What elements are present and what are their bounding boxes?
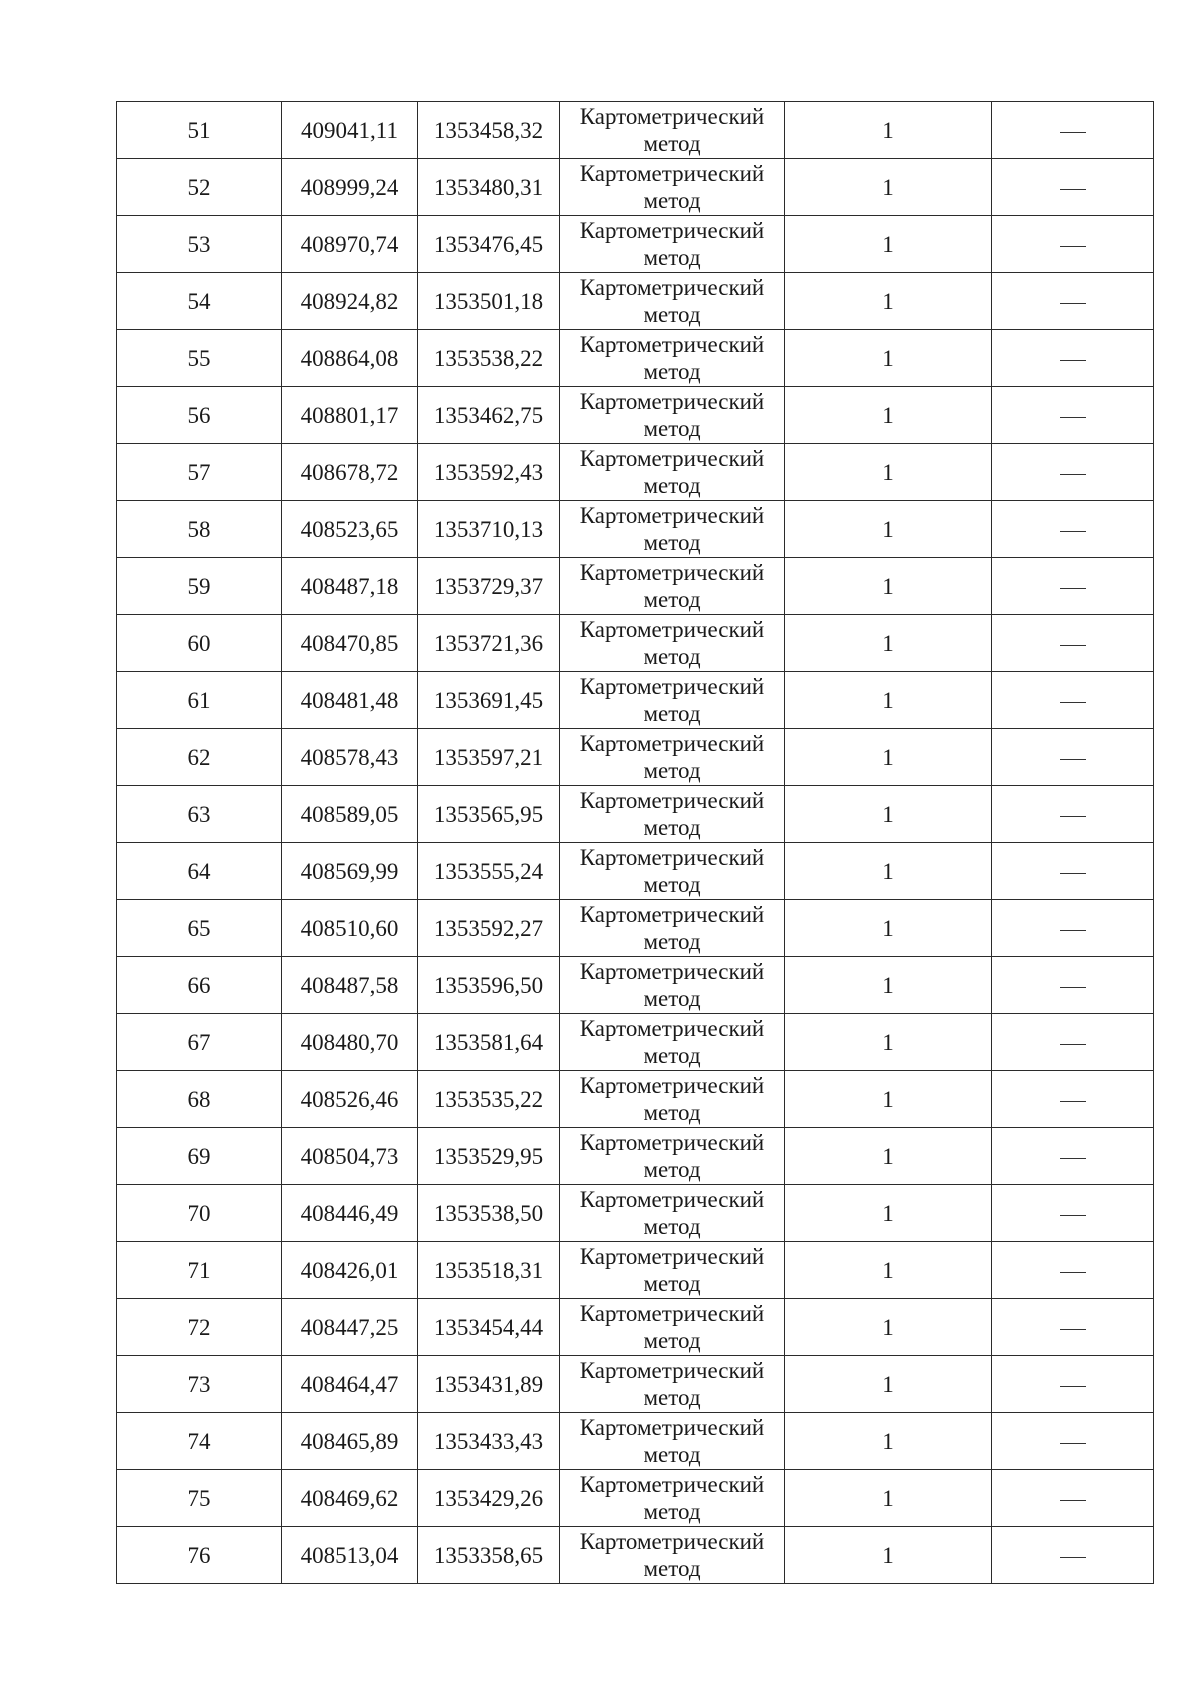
accuracy-cell: 1 bbox=[785, 159, 992, 216]
method-line-2: метод bbox=[643, 587, 701, 612]
method-cell bbox=[560, 558, 785, 615]
x-coordinate-cell: 408446,49 bbox=[282, 1185, 418, 1242]
x-coordinate-cell: 408678,72 bbox=[282, 444, 418, 501]
method-cell bbox=[560, 1128, 785, 1185]
table-row bbox=[117, 786, 1154, 843]
note-cell bbox=[992, 1299, 1154, 1356]
accuracy-cell: 1 bbox=[785, 1527, 992, 1584]
x-coordinate-cell: 409041,11 bbox=[282, 102, 418, 159]
method-cell bbox=[560, 672, 785, 729]
method-line-1: Картометрический bbox=[579, 1073, 765, 1098]
y-coordinate-cell: 1353454,44 bbox=[418, 1299, 560, 1356]
table-row bbox=[117, 216, 1154, 273]
table-row bbox=[117, 1242, 1154, 1299]
y-coordinate-cell: 1353555,24 bbox=[418, 843, 560, 900]
table-row bbox=[117, 1014, 1154, 1071]
method-line-1: Картометрический bbox=[579, 788, 765, 813]
note-cell bbox=[992, 558, 1154, 615]
method-line-1: Картометрический bbox=[579, 959, 765, 984]
dash-mark bbox=[1060, 1443, 1086, 1444]
y-coordinate-cell: 1353501,18 bbox=[418, 273, 560, 330]
note-cell bbox=[992, 273, 1154, 330]
x-coordinate-cell: 408480,70 bbox=[282, 1014, 418, 1071]
x-coordinate-cell: 408589,05 bbox=[282, 786, 418, 843]
method-line-2: метод bbox=[643, 1385, 701, 1410]
method-line-1: Картометрический bbox=[579, 731, 765, 756]
y-coordinate-cell: 1353431,89 bbox=[418, 1356, 560, 1413]
point-number-cell: 65 bbox=[117, 900, 282, 957]
x-coordinate-cell: 408426,01 bbox=[282, 1242, 418, 1299]
note-cell bbox=[992, 501, 1154, 558]
method-line-2: метод bbox=[643, 701, 701, 726]
point-number-cell: 61 bbox=[117, 672, 282, 729]
method-line-1: Картометрический bbox=[579, 1301, 765, 1326]
accuracy-cell: 1 bbox=[785, 1071, 992, 1128]
x-coordinate-cell: 408481,48 bbox=[282, 672, 418, 729]
method-line-2: метод bbox=[643, 1328, 701, 1353]
note-cell bbox=[992, 1356, 1154, 1413]
note-cell bbox=[992, 786, 1154, 843]
accuracy-cell: 1 bbox=[785, 444, 992, 501]
method-cell bbox=[560, 330, 785, 387]
method-line-1: Картометрический bbox=[579, 275, 765, 300]
y-coordinate-cell: 1353538,22 bbox=[418, 330, 560, 387]
x-coordinate-cell: 408526,46 bbox=[282, 1071, 418, 1128]
y-coordinate-cell: 1353538,50 bbox=[418, 1185, 560, 1242]
dash-mark bbox=[1060, 1158, 1086, 1159]
method-line-2: метод bbox=[643, 416, 701, 441]
table-row bbox=[117, 843, 1154, 900]
table-row bbox=[117, 1356, 1154, 1413]
x-coordinate-cell: 408487,58 bbox=[282, 957, 418, 1014]
method-line-1: Картометрический bbox=[579, 218, 765, 243]
x-coordinate-cell: 408578,43 bbox=[282, 729, 418, 786]
dash-mark bbox=[1060, 759, 1086, 760]
y-coordinate-cell: 1353529,95 bbox=[418, 1128, 560, 1185]
table-row bbox=[117, 330, 1154, 387]
note-cell bbox=[992, 957, 1154, 1014]
accuracy-cell: 1 bbox=[785, 1014, 992, 1071]
method-cell bbox=[560, 729, 785, 786]
y-coordinate-cell: 1353458,32 bbox=[418, 102, 560, 159]
x-coordinate-cell: 408470,85 bbox=[282, 615, 418, 672]
table-row bbox=[117, 444, 1154, 501]
note-cell bbox=[992, 102, 1154, 159]
y-coordinate-cell: 1353592,43 bbox=[418, 444, 560, 501]
method-line-2: метод bbox=[643, 872, 701, 897]
method-line-1: Картометрический bbox=[579, 617, 765, 642]
table-row bbox=[117, 957, 1154, 1014]
point-number-cell: 73 bbox=[117, 1356, 282, 1413]
method-line-2: метод bbox=[643, 245, 701, 270]
y-coordinate-cell: 1353596,50 bbox=[418, 957, 560, 1014]
point-number-cell: 56 bbox=[117, 387, 282, 444]
note-cell bbox=[992, 1242, 1154, 1299]
method-line-2: метод bbox=[643, 815, 701, 840]
point-number-cell: 64 bbox=[117, 843, 282, 900]
point-number-cell: 63 bbox=[117, 786, 282, 843]
point-number-cell: 66 bbox=[117, 957, 282, 1014]
accuracy-cell: 1 bbox=[785, 1413, 992, 1470]
method-line-1: Картометрический bbox=[579, 503, 765, 528]
method-cell bbox=[560, 159, 785, 216]
method-line-1: Картометрический bbox=[579, 560, 765, 585]
method-line-2: метод bbox=[643, 530, 701, 555]
method-line-2: метод bbox=[643, 644, 701, 669]
dash-mark bbox=[1060, 1500, 1086, 1501]
point-number-cell: 54 bbox=[117, 273, 282, 330]
note-cell bbox=[992, 1413, 1154, 1470]
method-cell bbox=[560, 1299, 785, 1356]
x-coordinate-cell: 408464,47 bbox=[282, 1356, 418, 1413]
method-cell bbox=[560, 273, 785, 330]
x-coordinate-cell: 408447,25 bbox=[282, 1299, 418, 1356]
dash-mark bbox=[1060, 531, 1086, 532]
y-coordinate-cell: 1353691,45 bbox=[418, 672, 560, 729]
dash-mark bbox=[1060, 816, 1086, 817]
y-coordinate-cell: 1353476,45 bbox=[418, 216, 560, 273]
method-line-1: Картометрический bbox=[579, 332, 765, 357]
method-line-2: метод bbox=[643, 1043, 701, 1068]
x-coordinate-cell: 408523,65 bbox=[282, 501, 418, 558]
y-coordinate-cell: 1353429,26 bbox=[418, 1470, 560, 1527]
x-coordinate-cell: 408970,74 bbox=[282, 216, 418, 273]
method-cell bbox=[560, 387, 785, 444]
accuracy-cell: 1 bbox=[785, 273, 992, 330]
table-row bbox=[117, 615, 1154, 672]
accuracy-cell: 1 bbox=[785, 615, 992, 672]
method-cell bbox=[560, 1470, 785, 1527]
x-coordinate-cell: 408504,73 bbox=[282, 1128, 418, 1185]
method-line-2: метод bbox=[643, 986, 701, 1011]
y-coordinate-cell: 1353710,13 bbox=[418, 501, 560, 558]
y-coordinate-cell: 1353729,37 bbox=[418, 558, 560, 615]
method-cell bbox=[560, 501, 785, 558]
dash-mark bbox=[1060, 645, 1086, 646]
accuracy-cell: 1 bbox=[785, 1299, 992, 1356]
x-coordinate-cell: 408465,89 bbox=[282, 1413, 418, 1470]
y-coordinate-cell: 1353721,36 bbox=[418, 615, 560, 672]
method-cell bbox=[560, 1071, 785, 1128]
method-line-2: метод bbox=[643, 758, 701, 783]
y-coordinate-cell: 1353480,31 bbox=[418, 159, 560, 216]
method-cell bbox=[560, 615, 785, 672]
note-cell bbox=[992, 729, 1154, 786]
y-coordinate-cell: 1353565,95 bbox=[418, 786, 560, 843]
method-cell bbox=[560, 786, 785, 843]
method-line-1: Картометрический bbox=[579, 1472, 765, 1497]
method-line-2: метод bbox=[643, 359, 701, 384]
dash-mark bbox=[1060, 930, 1086, 931]
point-number-cell: 70 bbox=[117, 1185, 282, 1242]
method-line-1: Картометрический bbox=[579, 446, 765, 471]
note-cell bbox=[992, 444, 1154, 501]
table-row bbox=[117, 900, 1154, 957]
method-line-1: Картометрический bbox=[579, 104, 765, 129]
note-cell bbox=[992, 1071, 1154, 1128]
y-coordinate-cell: 1353581,64 bbox=[418, 1014, 560, 1071]
method-cell bbox=[560, 1185, 785, 1242]
x-coordinate-cell: 408487,18 bbox=[282, 558, 418, 615]
table-body bbox=[117, 102, 1154, 1584]
method-line-1: Картометрический bbox=[579, 902, 765, 927]
method-line-1: Картометрический bbox=[579, 161, 765, 186]
method-line-2: метод bbox=[643, 473, 701, 498]
point-number-cell: 55 bbox=[117, 330, 282, 387]
method-cell bbox=[560, 900, 785, 957]
note-cell bbox=[992, 330, 1154, 387]
method-line-2: метод bbox=[643, 1442, 701, 1467]
accuracy-cell: 1 bbox=[785, 387, 992, 444]
x-coordinate-cell: 408924,82 bbox=[282, 273, 418, 330]
point-number-cell: 67 bbox=[117, 1014, 282, 1071]
y-coordinate-cell: 1353597,21 bbox=[418, 729, 560, 786]
method-line-2: метод bbox=[643, 131, 701, 156]
point-number-cell: 59 bbox=[117, 558, 282, 615]
dash-mark bbox=[1060, 360, 1086, 361]
coordinates-table bbox=[116, 101, 1154, 1584]
point-number-cell: 76 bbox=[117, 1527, 282, 1584]
point-number-cell: 71 bbox=[117, 1242, 282, 1299]
note-cell bbox=[992, 1185, 1154, 1242]
method-line-1: Картометрический bbox=[579, 1415, 765, 1440]
dash-mark bbox=[1060, 588, 1086, 589]
method-cell bbox=[560, 444, 785, 501]
table-row bbox=[117, 1413, 1154, 1470]
accuracy-cell: 1 bbox=[785, 501, 992, 558]
dash-mark bbox=[1060, 1272, 1086, 1273]
x-coordinate-cell: 408469,62 bbox=[282, 1470, 418, 1527]
method-line-2: метод bbox=[643, 1271, 701, 1296]
table-row bbox=[117, 1071, 1154, 1128]
dash-mark bbox=[1060, 702, 1086, 703]
x-coordinate-cell: 408513,04 bbox=[282, 1527, 418, 1584]
point-number-cell: 62 bbox=[117, 729, 282, 786]
x-coordinate-cell: 408999,24 bbox=[282, 159, 418, 216]
x-coordinate-cell: 408801,17 bbox=[282, 387, 418, 444]
method-line-1: Картометрический bbox=[579, 1130, 765, 1155]
dash-mark bbox=[1060, 132, 1086, 133]
accuracy-cell: 1 bbox=[785, 1185, 992, 1242]
note-cell bbox=[992, 615, 1154, 672]
note-cell bbox=[992, 672, 1154, 729]
method-line-1: Картометрический bbox=[579, 845, 765, 870]
x-coordinate-cell: 408569,99 bbox=[282, 843, 418, 900]
method-cell bbox=[560, 1413, 785, 1470]
point-number-cell: 53 bbox=[117, 216, 282, 273]
point-number-cell: 68 bbox=[117, 1071, 282, 1128]
y-coordinate-cell: 1353518,31 bbox=[418, 1242, 560, 1299]
table-row bbox=[117, 273, 1154, 330]
table-row bbox=[117, 159, 1154, 216]
method-line-2: метод bbox=[643, 188, 701, 213]
method-cell bbox=[560, 1242, 785, 1299]
method-line-2: метод bbox=[643, 1499, 701, 1524]
table-row bbox=[117, 102, 1154, 159]
table-row bbox=[117, 558, 1154, 615]
method-line-1: Картометрический bbox=[579, 1187, 765, 1212]
method-cell bbox=[560, 102, 785, 159]
x-coordinate-cell: 408864,08 bbox=[282, 330, 418, 387]
point-number-cell: 74 bbox=[117, 1413, 282, 1470]
dash-mark bbox=[1060, 1215, 1086, 1216]
dash-mark bbox=[1060, 1101, 1086, 1102]
note-cell bbox=[992, 843, 1154, 900]
method-line-1: Картометрический bbox=[579, 389, 765, 414]
note-cell bbox=[992, 216, 1154, 273]
accuracy-cell: 1 bbox=[785, 672, 992, 729]
y-coordinate-cell: 1353358,65 bbox=[418, 1527, 560, 1584]
note-cell bbox=[992, 900, 1154, 957]
accuracy-cell: 1 bbox=[785, 729, 992, 786]
table-row bbox=[117, 1185, 1154, 1242]
method-line-1: Картометрический bbox=[579, 674, 765, 699]
dash-mark bbox=[1060, 417, 1086, 418]
method-cell bbox=[560, 1356, 785, 1413]
accuracy-cell: 1 bbox=[785, 1356, 992, 1413]
note-cell bbox=[992, 1128, 1154, 1185]
dash-mark bbox=[1060, 246, 1086, 247]
method-line-2: метод bbox=[643, 302, 701, 327]
accuracy-cell: 1 bbox=[785, 102, 992, 159]
dash-mark bbox=[1060, 987, 1086, 988]
accuracy-cell: 1 bbox=[785, 843, 992, 900]
point-number-cell: 52 bbox=[117, 159, 282, 216]
table-row bbox=[117, 1299, 1154, 1356]
note-cell bbox=[992, 1470, 1154, 1527]
point-number-cell: 60 bbox=[117, 615, 282, 672]
method-line-1: Картометрический bbox=[579, 1244, 765, 1269]
method-line-1: Картометрический bbox=[579, 1016, 765, 1041]
method-line-2: метод bbox=[643, 1157, 701, 1182]
note-cell bbox=[992, 159, 1154, 216]
method-cell bbox=[560, 957, 785, 1014]
method-line-2: метод bbox=[643, 1556, 701, 1581]
y-coordinate-cell: 1353462,75 bbox=[418, 387, 560, 444]
dash-mark bbox=[1060, 303, 1086, 304]
accuracy-cell: 1 bbox=[785, 957, 992, 1014]
dash-mark bbox=[1060, 474, 1086, 475]
point-number-cell: 51 bbox=[117, 102, 282, 159]
method-line-1: Картометрический bbox=[579, 1529, 765, 1554]
accuracy-cell: 1 bbox=[785, 216, 992, 273]
accuracy-cell: 1 bbox=[785, 786, 992, 843]
method-cell bbox=[560, 1527, 785, 1584]
accuracy-cell: 1 bbox=[785, 330, 992, 387]
table-row bbox=[117, 1128, 1154, 1185]
table-row bbox=[117, 1527, 1154, 1584]
accuracy-cell: 1 bbox=[785, 1128, 992, 1185]
method-line-2: метод bbox=[643, 929, 701, 954]
dash-mark bbox=[1060, 873, 1086, 874]
table-row bbox=[117, 501, 1154, 558]
dash-mark bbox=[1060, 1557, 1086, 1558]
point-number-cell: 72 bbox=[117, 1299, 282, 1356]
y-coordinate-cell: 1353433,43 bbox=[418, 1413, 560, 1470]
point-number-cell: 69 bbox=[117, 1128, 282, 1185]
table-row bbox=[117, 729, 1154, 786]
x-coordinate-cell: 408510,60 bbox=[282, 900, 418, 957]
method-line-2: метод bbox=[643, 1100, 701, 1125]
point-number-cell: 75 bbox=[117, 1470, 282, 1527]
method-cell bbox=[560, 216, 785, 273]
dash-mark bbox=[1060, 1044, 1086, 1045]
dash-mark bbox=[1060, 1329, 1086, 1330]
dash-mark bbox=[1060, 1386, 1086, 1387]
y-coordinate-cell: 1353592,27 bbox=[418, 900, 560, 957]
accuracy-cell: 1 bbox=[785, 558, 992, 615]
method-line-2: метод bbox=[643, 1214, 701, 1239]
table-row bbox=[117, 1470, 1154, 1527]
note-cell bbox=[992, 1527, 1154, 1584]
table-row bbox=[117, 387, 1154, 444]
note-cell bbox=[992, 1014, 1154, 1071]
table-row bbox=[117, 672, 1154, 729]
accuracy-cell: 1 bbox=[785, 1242, 992, 1299]
method-line-1: Картометрический bbox=[579, 1358, 765, 1383]
method-cell bbox=[560, 1014, 785, 1071]
method-cell bbox=[560, 843, 785, 900]
y-coordinate-cell: 1353535,22 bbox=[418, 1071, 560, 1128]
point-number-cell: 58 bbox=[117, 501, 282, 558]
note-cell bbox=[992, 387, 1154, 444]
point-number-cell: 57 bbox=[117, 444, 282, 501]
accuracy-cell: 1 bbox=[785, 900, 992, 957]
accuracy-cell: 1 bbox=[785, 1470, 992, 1527]
dash-mark bbox=[1060, 189, 1086, 190]
